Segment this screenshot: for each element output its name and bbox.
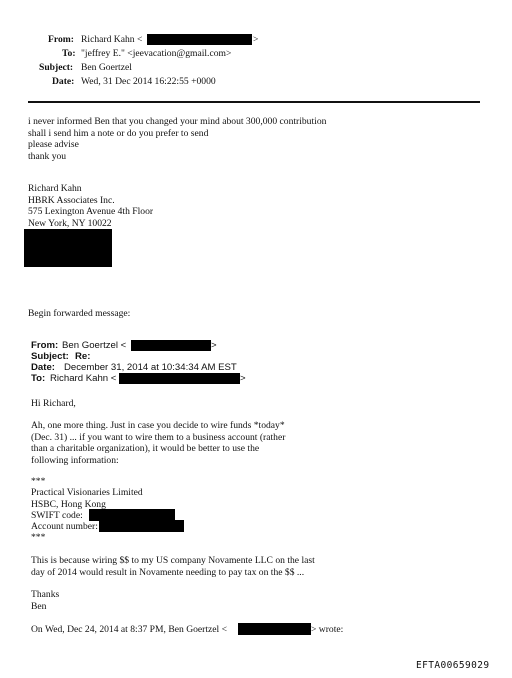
forward-intro: Begin forwarded message: [28,308,131,319]
redaction-block [131,340,211,351]
closing [31,589,59,612]
stars-top: *** [31,476,46,487]
document-id: EFTA00659029 [416,660,490,671]
from-label: From: [48,34,74,45]
fwd-to-tail: > [240,373,246,384]
fwd-to-value: Richard Kahn < [50,373,117,384]
paragraph-1 [31,420,285,466]
redaction-block [119,373,240,384]
bank-details [31,487,143,510]
message-line: i never informed Ben that you changed your mind about 300,000 contribution [28,116,327,127]
message-body [28,116,326,162]
redaction-block [147,34,252,45]
fwd-from-label: From: [31,340,59,351]
paragraph-line: following information: [31,454,119,466]
signature [28,183,153,229]
paragraph-line: day of 2014 would result in Novamente needing to pay tax on the $$ ... [31,566,305,578]
fwd-from-value: Ben Goertzel < [62,340,127,351]
paragraph-line: (Dec. 31) ... if you want to wire them to a business account (rather [31,431,286,443]
swift-label: SWIFT code: [31,510,83,521]
redaction-block [238,623,311,635]
subject-value: Ben Goertzel [81,62,132,73]
fwd-date-label: Date: [31,362,55,373]
signature-line: 575 Lexington Avenue 4th Floor [28,206,154,217]
date-value: Wed, 31 Dec 2014 16:22:55 +0000 [81,76,216,87]
paragraph-2 [31,555,315,578]
redaction-block [99,520,184,532]
message-line: please advise [28,139,79,150]
date-label: Date: [52,76,75,87]
fwd-subject-label: Subject: [31,351,69,362]
fwd-from-tail: > [211,340,217,351]
greeting: Hi Richard, [31,398,76,409]
redaction-block [24,229,112,267]
paragraph-line: than a charitable organization), it would be better to use the [31,443,260,454]
signature-line: New York, NY 10022 [28,217,112,229]
message-line: shall i send him a note or do you prefer to send [28,127,209,139]
paragraph-line: Ah, one more thing. Just in case you decide to wire funds *today* [31,420,285,431]
from-tail: > [253,34,259,45]
message-line: thank you [28,150,67,162]
header-divider [28,101,480,103]
stars-bottom: *** [31,532,46,543]
from-value: Richard Kahn < [81,34,143,45]
fwd-date-value: December 31, 2014 at 10:34:34 AM EST [64,362,237,373]
closing-line: Ben [31,600,47,612]
fwd-subject-value: Re: [75,351,91,362]
closing-line: Thanks [31,589,60,600]
account-label: Account number: [31,521,98,532]
signature-line: HBRK Associates Inc. [28,194,115,206]
quote-prefix: On Wed, Dec 24, 2014 at 8:37 PM, Ben Goertzel < [31,624,228,635]
paragraph-line: This is because wiring $$ to my US company Novamente LLC on the last [31,555,315,566]
to-value: "jeffrey E." <jeevacation@gmail.com> [81,48,232,59]
fwd-to-label: To: [31,373,46,384]
to-label: To: [62,48,76,59]
signature-line: Richard Kahn [28,183,82,194]
bank-line: HSBC, Hong Kong [31,498,106,510]
quote-suffix: > wrote: [311,624,344,635]
bank-line: Practical Visionaries Limited [31,487,143,498]
subject-label: Subject: [39,62,74,73]
